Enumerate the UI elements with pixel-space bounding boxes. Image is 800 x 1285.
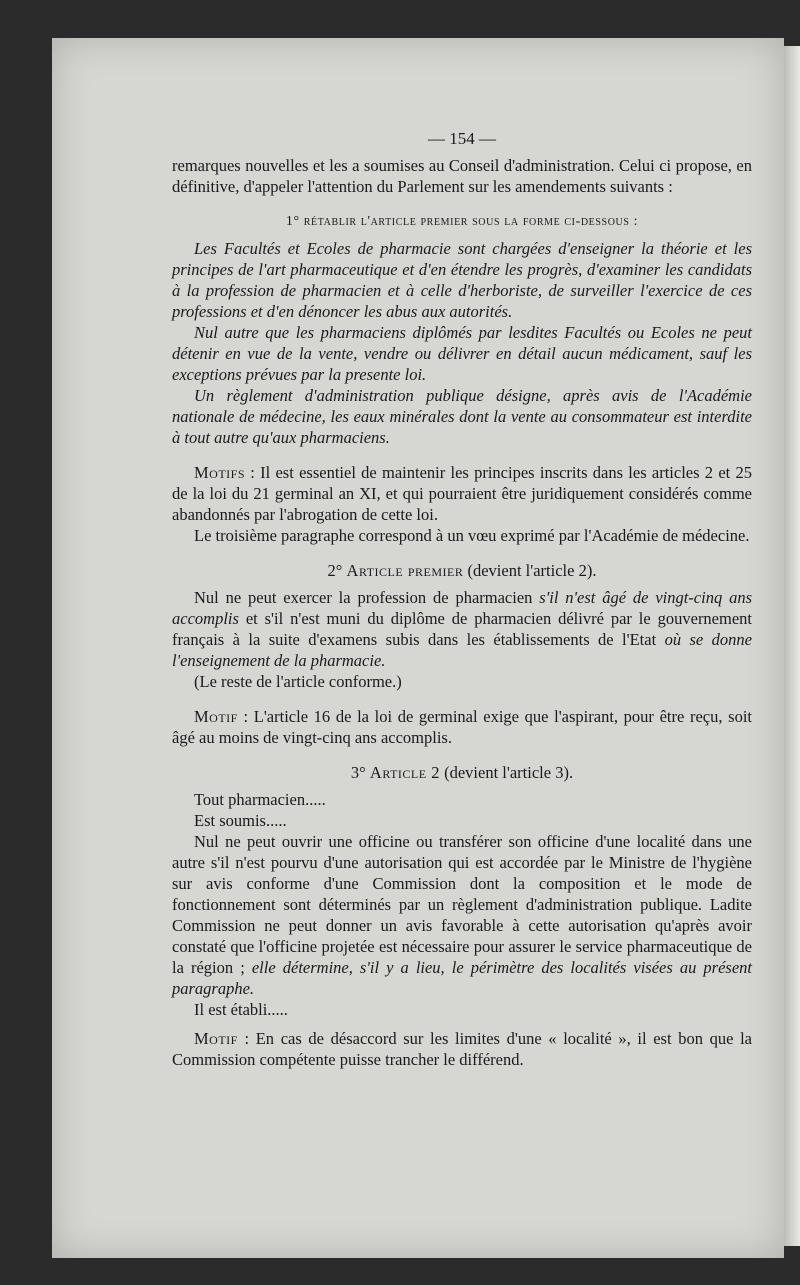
motif-label: Motif (194, 707, 238, 726)
motif-text: : Il est essentiel de maintenir les principes inscrits dans les articles 2 et 25 de la loi du 21 germinal an XI, et qui pourraient être juridiquement considérés comme abandonnés par l'abrogation de cette loi. (172, 463, 752, 524)
section-3-motif (172, 1028, 752, 1070)
section-2-paragraph (172, 587, 752, 671)
section-2-note: (Le reste de l'article conforme.) (194, 672, 402, 691)
motif-label: Motif (194, 1029, 238, 1048)
heading-article: Article 2 (369, 763, 440, 782)
italic-run: où se donne l'enseignement de la pharmacie. (172, 630, 752, 670)
text-run: Nul ne peut ouvrir une officine ou transférer son officine d'une localité dans une autre s'il n'est pourvu d'une autorisation qui est accordée par le Ministre de l'hygiène sur avis conforme d'une Commission dont la composition et le mode de fonctionnement sont déterminés par un règlement d'administration publique. Ladite Commission ne peut donner un avis favorable à cette autorisation qu'après avoir constaté que l'officine projetée est nécessaire pour assurer le service pharmaceutique de la région ; (172, 832, 752, 977)
section-1-motif (172, 462, 752, 525)
document-text (172, 128, 752, 1070)
heading-number: 3° (350, 763, 370, 782)
section-2-motif (172, 706, 752, 748)
section-1-paragraph-3: Un règlement d'administration publique désigne, après avis de l'Académie nationale de médecine, les eaux minérales dont la vente au consommateur est interdite à tout autre qu'aux pharmaciens. (172, 386, 752, 447)
motif-text: : En cas de désaccord sur les limites d'une « localité », il est bon que la Commission compétente puisse trancher le différend. (172, 1029, 752, 1069)
page-edge (784, 46, 800, 1246)
heading-number: 2° (327, 561, 347, 580)
intro-paragraph: remarques nouvelles et les a soumises au Conseil d'administration. Celui ci propose, en définitive, d'appeler l'attention du Parlement sur les amendements suivants : (172, 156, 752, 196)
italic-run: elle détermine, s'il y a lieu, le périmètre des localités visées au présent paragraphe. (172, 958, 752, 998)
heading-article: Article premier (346, 561, 464, 580)
section-3-paragraph (172, 831, 752, 999)
italic-run: s'il n'est âgé de vingt-cinq ans accomplis (172, 588, 752, 628)
section-1-paragraph-1: Les Facultés et Ecoles de pharmacie sont chargées d'enseigner la théorie et les principes de l'art pharmaceutique et d'en étendre les progrès, d'examiner les candidats à la profession de pharmacien et à celle d'herboriste, de surveiller l'exercice de ces professions et d'en dénoncer les abus aux autorités. (172, 239, 752, 321)
text-run: Nul ne peut exercer la profession de pharmacien (194, 588, 540, 607)
section-1-motif-2: Le troisième paragraphe correspond à un vœu exprimé par l'Académie de médecine. (194, 526, 750, 545)
section-3-line-2: Est soumis..... (194, 811, 287, 830)
section-3-line-1: Tout pharmacien..... (194, 790, 326, 809)
motif-label: Motifs (194, 463, 246, 482)
section-1-paragraph-2: Nul autre que les pharmaciens diplômés par lesdites Facultés ou Ecoles ne peut détenir en vue de la vente, vendre ou délivrer en détail aucun médicament, sauf les exceptions prévues par la presente loi. (172, 323, 752, 384)
section-3-line-3: Il est établi..... (194, 1000, 288, 1019)
section-1-heading: 1° rétablir l'article premier sous la forme ci-dessous : (285, 214, 639, 229)
heading-suffix: (devient l'article 2). (463, 561, 597, 580)
text-run: et s'il n'est muni du diplôme de pharmacien délivré par le gouvernement français à la suite d'examens subis dans les établissements de l'Etat (172, 609, 752, 649)
page-number: — 154 — (428, 129, 496, 148)
motif-text: : L'article 16 de la loi de germinal exige que l'aspirant, pour être reçu, soit âgé au moins de vingt-cinq ans accomplis. (172, 707, 752, 747)
section-3-heading (172, 762, 752, 783)
section-2-heading (172, 560, 752, 581)
heading-suffix: (devient l'article 3). (439, 763, 574, 782)
